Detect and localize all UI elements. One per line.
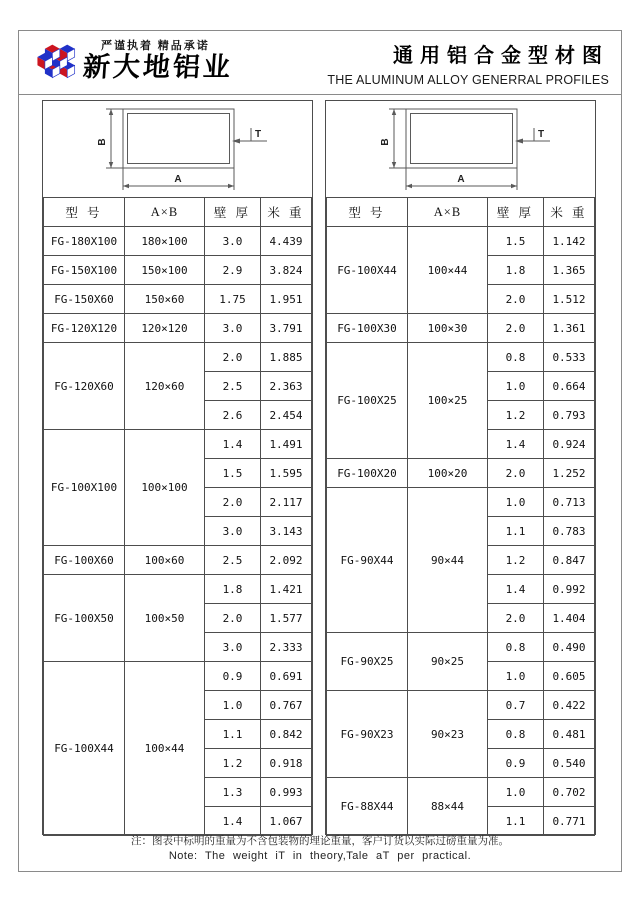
thickness-cell: 1.8 [205, 575, 261, 604]
model-cell: FG-100X44 [44, 662, 125, 836]
weight-cell: 0.847 [544, 546, 595, 575]
thickness-cell: 1.1 [488, 517, 544, 546]
weight-cell: 3.824 [261, 256, 312, 285]
size-cell: 100×44 [125, 662, 205, 836]
model-cell: FG-100X50 [44, 575, 125, 662]
thickness-cell: 0.8 [488, 343, 544, 372]
thickness-cell: 2.0 [488, 285, 544, 314]
weight-cell: 1.512 [544, 285, 595, 314]
model-cell: FG-150X100 [44, 256, 125, 285]
table-row [327, 227, 595, 256]
weight-cell: 1.252 [544, 459, 595, 488]
table-row [327, 778, 595, 807]
thickness-cell: 3.0 [205, 633, 261, 662]
thickness-cell: 2.0 [488, 604, 544, 633]
footer-note [19, 834, 621, 865]
weight-cell: 2.333 [261, 633, 312, 662]
thickness-cell: 1.0 [488, 662, 544, 691]
weight-cell: 3.143 [261, 517, 312, 546]
model-cell: FG-100X44 [327, 227, 408, 314]
table-row [327, 314, 595, 343]
weight-cell: 0.842 [261, 720, 312, 749]
weight-cell: 0.605 [544, 662, 595, 691]
thickness-cell: 1.1 [488, 807, 544, 836]
thickness-cell: 0.8 [488, 633, 544, 662]
diagram-label-t: T [255, 129, 262, 140]
weight-cell: 0.422 [544, 691, 595, 720]
weight-cell: 0.993 [261, 778, 312, 807]
weight-cell: 4.439 [261, 227, 312, 256]
thickness-cell: 2.0 [488, 314, 544, 343]
model-cell: FG-100X60 [44, 546, 125, 575]
weight-cell: 0.481 [544, 720, 595, 749]
thickness-cell: 0.9 [488, 749, 544, 778]
weight-cell: 2.117 [261, 488, 312, 517]
profile-diagram [326, 101, 595, 197]
thickness-cell: 1.0 [488, 488, 544, 517]
footer-note-cn: 注：图表中标明的重量为不含包装物的理论重量，客户订货以实际过磅重量为准。 [131, 835, 509, 847]
weight-cell: 1.885 [261, 343, 312, 372]
weight-cell: 2.092 [261, 546, 312, 575]
model-cell: FG-90X25 [327, 633, 408, 691]
thickness-cell: 2.0 [488, 459, 544, 488]
size-cell: 88×44 [408, 778, 488, 836]
diagram-label-t: T [538, 129, 545, 140]
weight-cell: 1.577 [261, 604, 312, 633]
weight-cell: 0.691 [261, 662, 312, 691]
table-row [44, 662, 312, 691]
thickness-cell: 2.0 [205, 488, 261, 517]
size-cell: 120×60 [125, 343, 205, 430]
thickness-cell: 1.4 [205, 807, 261, 836]
thickness-cell: 3.0 [205, 314, 261, 343]
weight-cell: 1.361 [544, 314, 595, 343]
weight-cell: 0.924 [544, 430, 595, 459]
weight-cell: 1.595 [261, 459, 312, 488]
table-row [327, 488, 595, 517]
weight-cell: 0.702 [544, 778, 595, 807]
size-cell: 100×44 [408, 227, 488, 314]
thickness-cell: 1.2 [205, 749, 261, 778]
thickness-cell: 1.75 [205, 285, 261, 314]
thickness-cell: 1.4 [488, 575, 544, 604]
thickness-cell: 3.0 [205, 517, 261, 546]
page-frame [18, 30, 622, 872]
thickness-cell: 2.9 [205, 256, 261, 285]
diagram-label-a: A [457, 174, 465, 185]
right-panel [325, 100, 596, 835]
header-thickness: 壁 厚 [488, 198, 544, 227]
thickness-cell: 1.0 [205, 691, 261, 720]
table-header-row [44, 198, 312, 227]
weight-cell: 0.771 [544, 807, 595, 836]
model-cell: FG-90X44 [327, 488, 408, 633]
company-slogan: 严谨执着 精品承诺 [101, 40, 210, 52]
table-row [327, 343, 595, 372]
weight-cell: 1.491 [261, 430, 312, 459]
size-cell: 150×100 [125, 256, 205, 285]
thickness-cell: 2.5 [205, 372, 261, 401]
thickness-cell: 1.0 [488, 372, 544, 401]
thickness-cell: 2.0 [205, 343, 261, 372]
weight-cell: 0.490 [544, 633, 595, 662]
brand-block [83, 37, 233, 83]
model-cell: FG-120X120 [44, 314, 125, 343]
profiles-table-right [326, 197, 595, 836]
weight-cell: 2.363 [261, 372, 312, 401]
table-row [327, 633, 595, 662]
size-cell: 90×25 [408, 633, 488, 691]
model-cell: FG-90X23 [327, 691, 408, 778]
size-cell: 120×120 [125, 314, 205, 343]
thickness-cell: 1.4 [205, 430, 261, 459]
weight-cell: 1.067 [261, 807, 312, 836]
header-thickness: 壁 厚 [205, 198, 261, 227]
thickness-cell: 2.6 [205, 401, 261, 430]
thickness-cell: 1.2 [488, 401, 544, 430]
size-cell: 100×100 [125, 430, 205, 546]
size-cell: 100×25 [408, 343, 488, 459]
size-cell: 100×20 [408, 459, 488, 488]
weight-cell: 1.404 [544, 604, 595, 633]
thickness-cell: 1.1 [205, 720, 261, 749]
profile-diagram [43, 101, 312, 197]
weight-cell: 1.421 [261, 575, 312, 604]
table-row [44, 314, 312, 343]
weight-cell: 0.793 [544, 401, 595, 430]
weight-cell: 0.918 [261, 749, 312, 778]
thickness-cell: 2.0 [205, 604, 261, 633]
model-cell: FG-150X60 [44, 285, 125, 314]
weight-cell: 2.454 [261, 401, 312, 430]
weight-cell: 3.791 [261, 314, 312, 343]
page-title-en: THE ALUMINUM ALLOY GENERRAL PROFILES [327, 73, 609, 87]
size-cell: 150×60 [125, 285, 205, 314]
diagram-label-a: A [174, 174, 182, 185]
header-size: A×B [125, 198, 205, 227]
page-title-cn: 通用铝合金型材图 [393, 45, 609, 67]
header [19, 31, 621, 95]
weight-cell: 0.540 [544, 749, 595, 778]
size-cell: 100×60 [125, 546, 205, 575]
model-cell: FG-100X100 [44, 430, 125, 546]
thickness-cell: 1.3 [205, 778, 261, 807]
title-block [327, 39, 609, 87]
weight-cell: 1.365 [544, 256, 595, 285]
table-row [44, 227, 312, 256]
model-cell: FG-180X100 [44, 227, 125, 256]
thickness-cell: 0.8 [488, 720, 544, 749]
size-cell: 90×23 [408, 691, 488, 778]
diagram-label-b: B [380, 138, 391, 146]
thickness-cell: 1.5 [488, 227, 544, 256]
table-row [44, 430, 312, 459]
weight-cell: 0.783 [544, 517, 595, 546]
table-row [44, 285, 312, 314]
table-row [44, 256, 312, 285]
table-row [44, 575, 312, 604]
size-cell: 180×100 [125, 227, 205, 256]
table-header-row [327, 198, 595, 227]
model-cell: FG-120X60 [44, 343, 125, 430]
size-cell: 90×44 [408, 488, 488, 633]
footer-note-en: Note: The weight iT in theory,Tale aT per practical. [168, 850, 472, 863]
header-model: 型 号 [327, 198, 408, 227]
model-cell: FG-100X20 [327, 459, 408, 488]
diagram-label-b: B [97, 138, 108, 146]
thickness-cell: 3.0 [205, 227, 261, 256]
thickness-cell: 1.8 [488, 256, 544, 285]
thickness-cell: 0.9 [205, 662, 261, 691]
company-name: 新大地铝业 [81, 52, 235, 83]
table-row [327, 459, 595, 488]
thickness-cell: 1.5 [205, 459, 261, 488]
model-cell: FG-100X25 [327, 343, 408, 459]
weight-cell: 1.951 [261, 285, 312, 314]
tables-area [42, 100, 596, 835]
header-weight: 米 重 [261, 198, 312, 227]
table-row [44, 546, 312, 575]
model-cell: FG-88X44 [327, 778, 408, 836]
thickness-cell: 1.2 [488, 546, 544, 575]
weight-cell: 1.142 [544, 227, 595, 256]
left-panel [42, 100, 313, 835]
size-cell: 100×30 [408, 314, 488, 343]
thickness-cell: 0.7 [488, 691, 544, 720]
table-row [44, 343, 312, 372]
thickness-cell: 1.0 [488, 778, 544, 807]
thickness-cell: 2.5 [205, 546, 261, 575]
table-row [327, 691, 595, 720]
header-model: 型 号 [44, 198, 125, 227]
model-cell: FG-100X30 [327, 314, 408, 343]
weight-cell: 0.533 [544, 343, 595, 372]
company-logo-icon [30, 42, 78, 82]
weight-cell: 0.664 [544, 372, 595, 401]
weight-cell: 0.713 [544, 488, 595, 517]
header-weight: 米 重 [544, 198, 595, 227]
profiles-table-left [43, 197, 312, 836]
header-size: A×B [408, 198, 488, 227]
thickness-cell: 1.4 [488, 430, 544, 459]
weight-cell: 0.767 [261, 691, 312, 720]
weight-cell: 0.992 [544, 575, 595, 604]
size-cell: 100×50 [125, 575, 205, 662]
